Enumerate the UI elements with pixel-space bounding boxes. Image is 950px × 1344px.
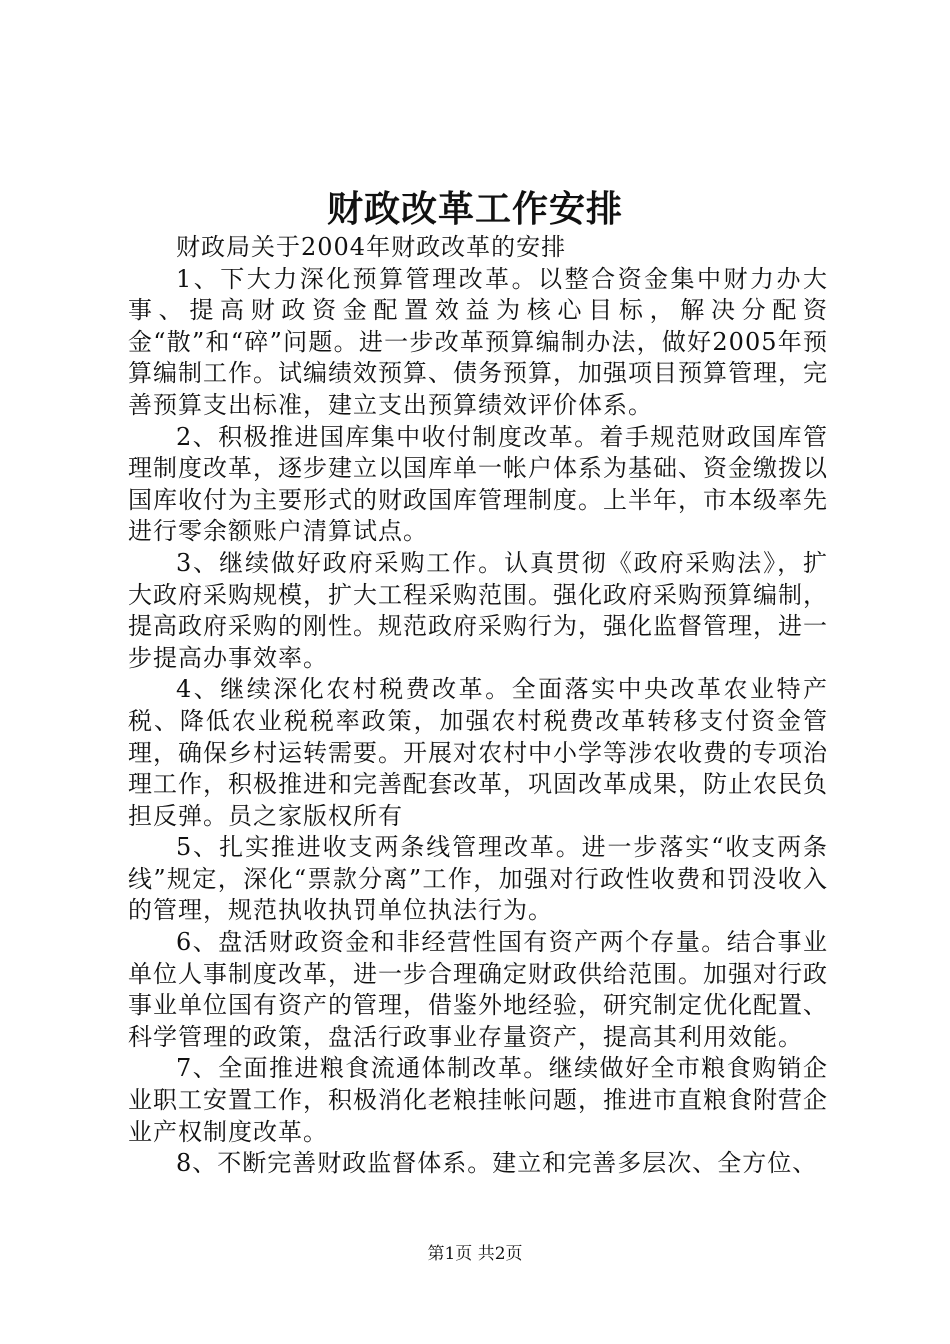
paragraph-item-8: 8、不断完善财政监督体系。建立和完善多层次、全方位、 bbox=[176, 1149, 818, 1178]
paragraph-subtitle: 财政局关于2004年财政改革的安排 bbox=[176, 233, 567, 261]
paragraph-item-7: 7、全面推进粮食流通体制改革。继续做好全市粮食购销企业职工安置工作，积极消化老粮挂帐问题，推进市直粮食附营企业产权制度改革。 bbox=[128, 1054, 828, 1146]
document-title: 财政改革工作安排 bbox=[326, 188, 623, 230]
paragraph-item-2: 2、积极推进国库集中收付制度改革。着手规范财政国库管理制度改革，逐步建立以国库单一帐户体系为基础、资金缴拨以国库收付为主要形式的财政国库管理制度。上半年，市本级率先进行零余额账户清算试点。 bbox=[128, 422, 828, 546]
paragraph-item-5: 5、扎实推进收支两条线管理改革。进一步落实“收支两条线”规定，深化“票款分离”工作，加强对行政性收费和罚没收入的管理，规范执收执罚单位执法行为。 bbox=[128, 833, 828, 925]
document-body bbox=[128, 232, 828, 1180]
paragraph-item-3: 3、继续做好政府采购工作。认真贯彻《政府采购法》，扩大政府采购规模，扩大工程采购范围。强化政府采购预算编制，提高政府采购的刚性。规范政府采购行为，强化监督管理，进一步提高办事效率。 bbox=[128, 548, 828, 672]
page-number-footer: 第1页 共2页 bbox=[427, 1244, 523, 1264]
paragraph-item-1: 1、下大力深化预算管理改革。以整合资金集中财力办大事、提高财政资金配置效益为核心目标，解决分配资金“散”和“碎”问题。进一步改革预算编制办法，做好2005年预算编制工作。试编绩效预算、债务预算，加强项目预算管理，完善预算支出标准，建立支出预算绩效评价体系。 bbox=[128, 264, 828, 419]
paragraph-item-6: 6、盘活财政资金和非经营性国有资产两个存量。结合事业单位人事制度改革，进一步合理确定财政供给范围。加强对行政事业单位国有资产的管理，借鉴外地经验，研究制定优化配置、科学管理的政策，盘活行政事业存量资产，提高其利用效能。 bbox=[128, 928, 828, 1051]
paragraph-item-4: 4、继续深化农村税费改革。全面落实中央改革农业特产税、降低农业税税率政策，加强农村税费改革转移支付资金管理，确保乡村运转需要。开展对农村中小学等涉农收费的专项治理工作，积极推进和完善配套改革，巩固改革成果，防止农民负担反弹。员之家版权所有 bbox=[128, 675, 828, 830]
